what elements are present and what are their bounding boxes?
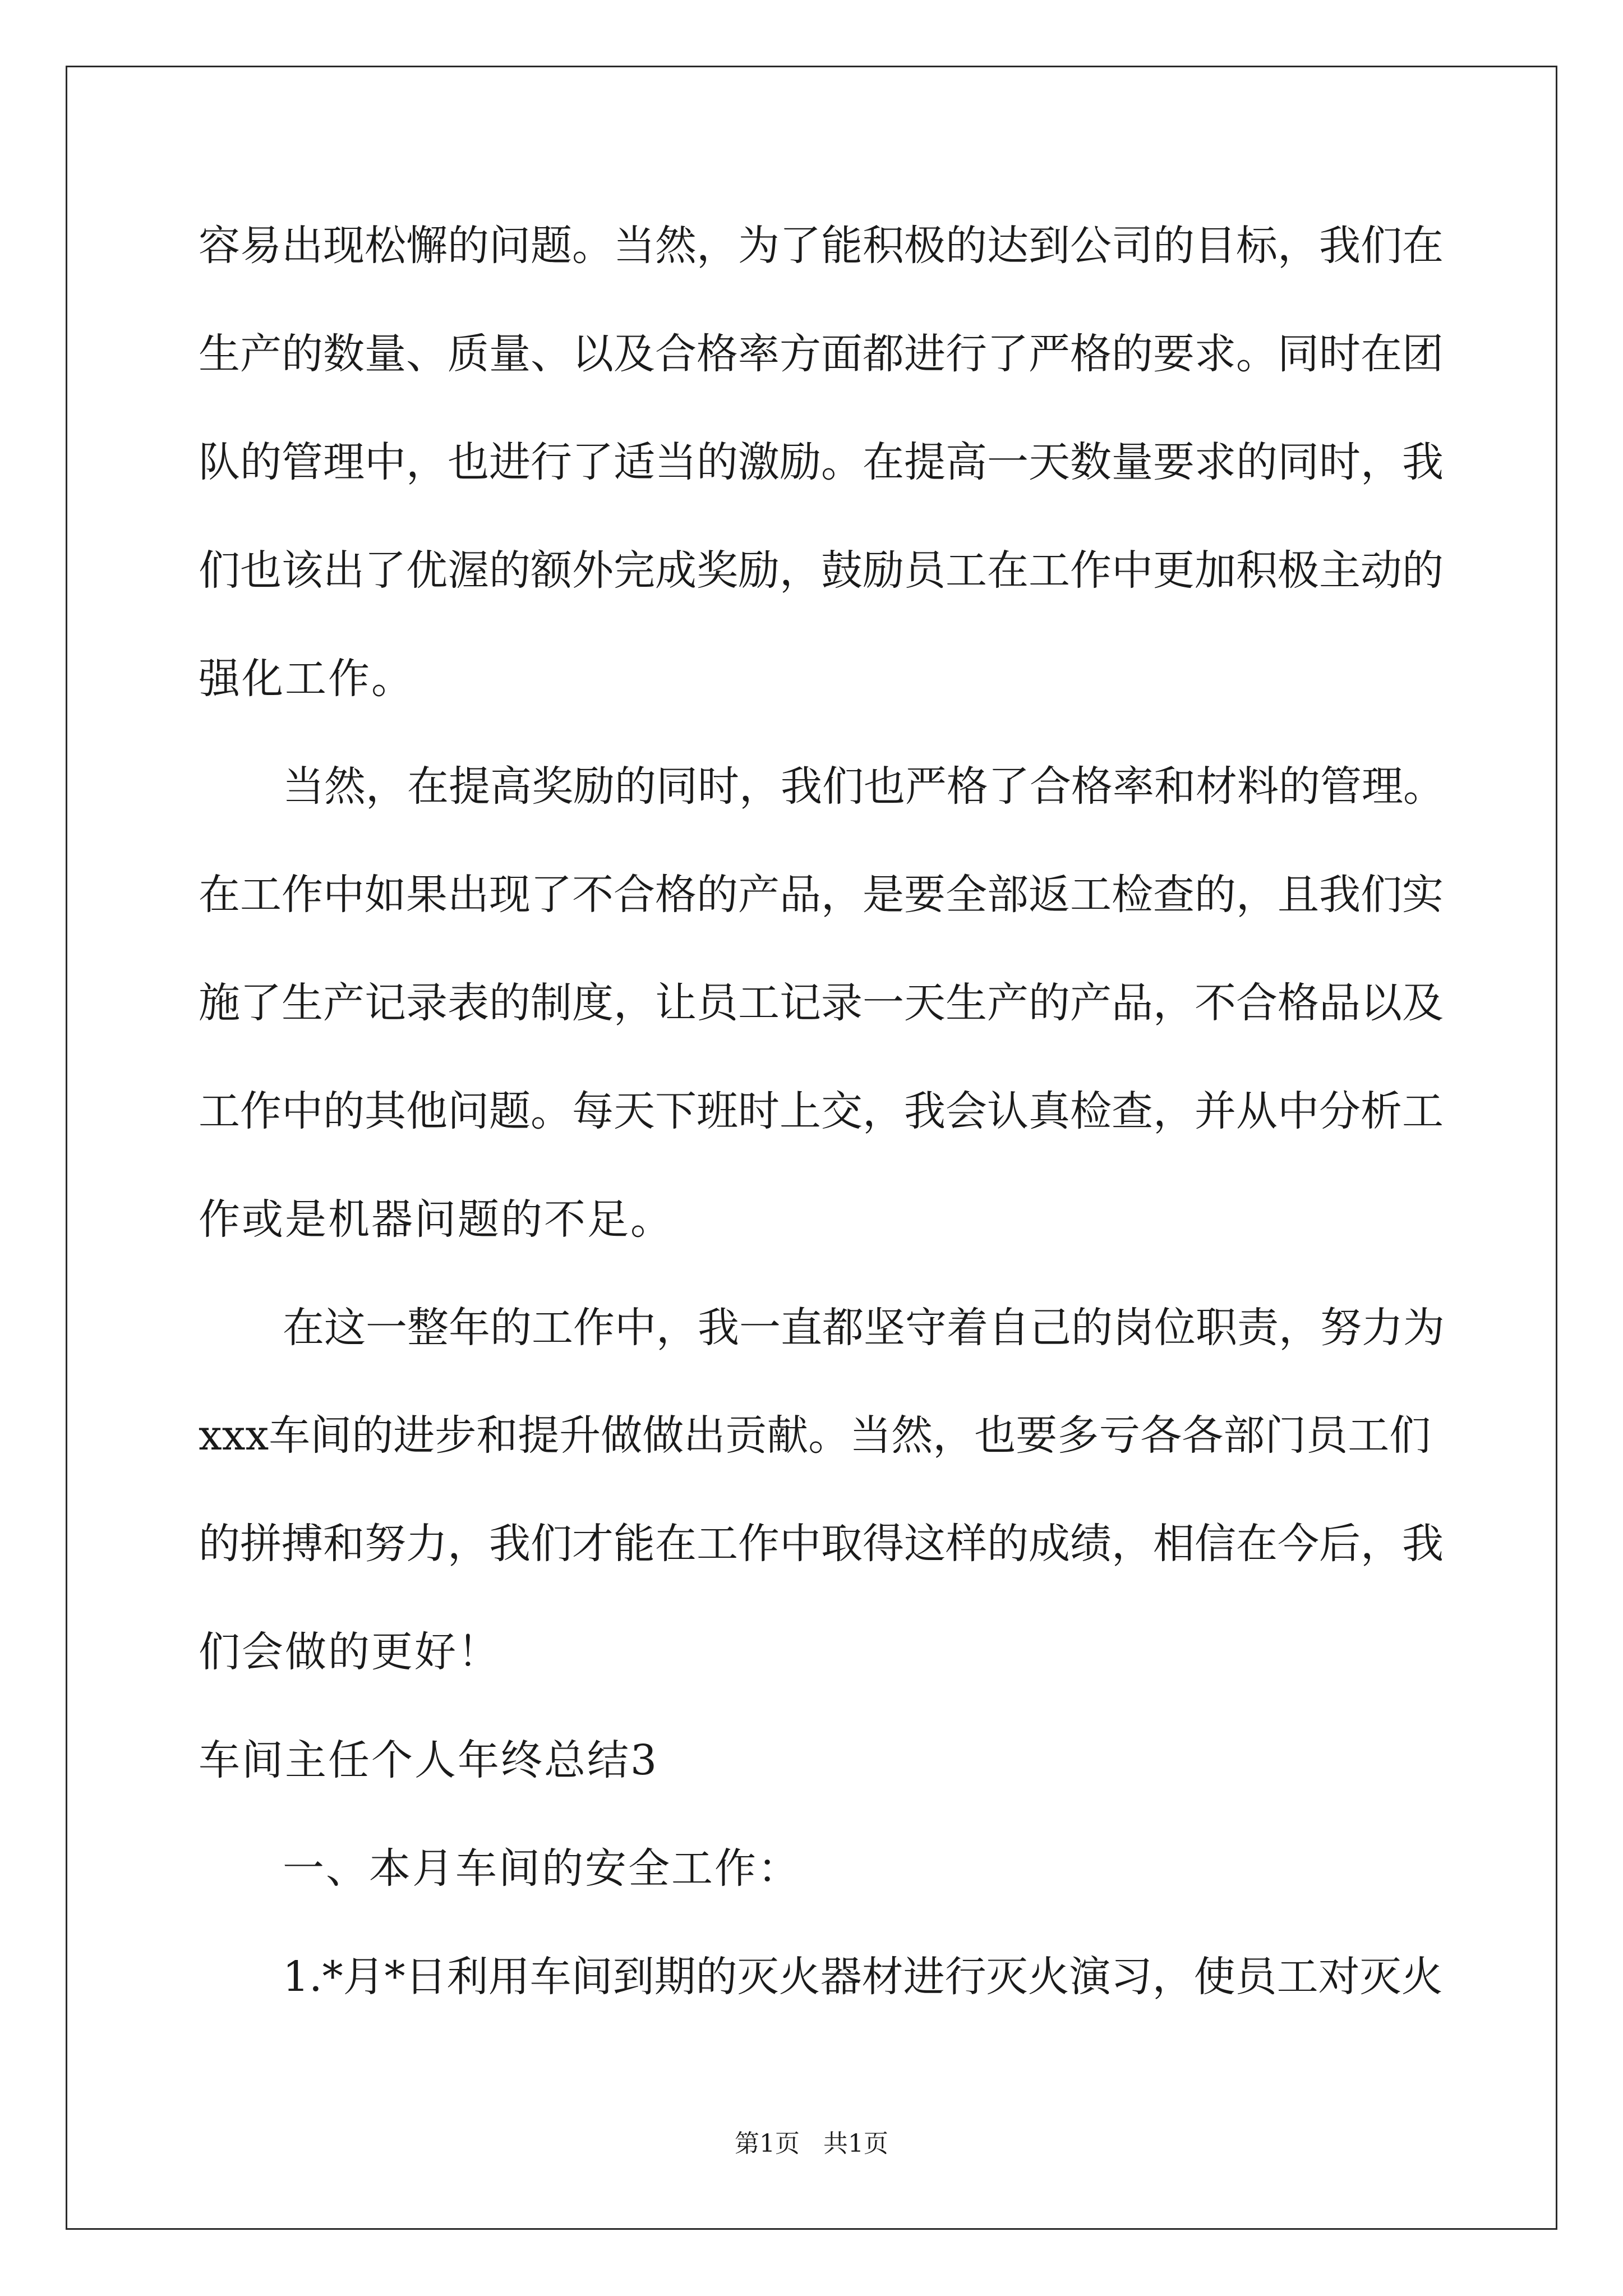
section-heading: 车间主任个人年终总结3 (199, 1736, 659, 1784)
paragraph-first-line: 当然，在提高奖励的同时，我们也严格了合格率和材料的管理。 (283, 762, 1445, 811)
text-line: xxx车间的进步和提升做做出贡献。当然，也要多亏各各部门员工们 (199, 1411, 1431, 1460)
paragraph-first-line: 在这一整年的工作中，我一直都坚守着自己的岗位职责，努力为 (283, 1304, 1445, 1352)
text-line: 强化工作。 (199, 655, 414, 703)
text-line: 们也该出了优渥的额外完成奖励，鼓励员工在工作中更加积极主动的 (199, 546, 1444, 595)
subsection-heading: 一、本月车间的安全工作： (283, 1844, 801, 1893)
text-line: 队的管理中，也进行了适当的激励。在提高一天数量要求的同时，我 (199, 438, 1444, 486)
text-line: 的拼搏和努力，我们才能在工作中取得这样的成绩，相信在今后，我 (199, 1520, 1444, 1568)
page-number-current: 第1页 (735, 2129, 800, 2158)
list-item: 1.*月*日利用车间到期的灭火器材进行灭火演习，使员工对灭火 (283, 1953, 1443, 2001)
text-line: 施了生产记录表的制度，让员工记录一天生产的产品，不合格品以及 (199, 979, 1444, 1027)
text-line: 作或是机器问题的不足。 (199, 1195, 674, 1244)
text-line: 在工作中如果出现了不合格的产品，是要全部返工检查的，且我们实 (199, 871, 1444, 919)
text-line: 生产的数量、质量、以及合格率方面都进行了严格的要求。同时在团 (199, 330, 1444, 378)
page-number-total: 共1页 (823, 2129, 888, 2158)
text-line: 们会做的更好！ (199, 1628, 501, 1676)
page-border (66, 66, 1557, 2230)
page-footer (0, 2127, 1623, 2161)
text-line: 容易出现松懈的问题。当然，为了能积极的达到公司的目标，我们在 (199, 222, 1444, 270)
text-line: 工作中的其他问题。每天下班时上交，我会认真检查，并从中分析工 (199, 1087, 1444, 1135)
